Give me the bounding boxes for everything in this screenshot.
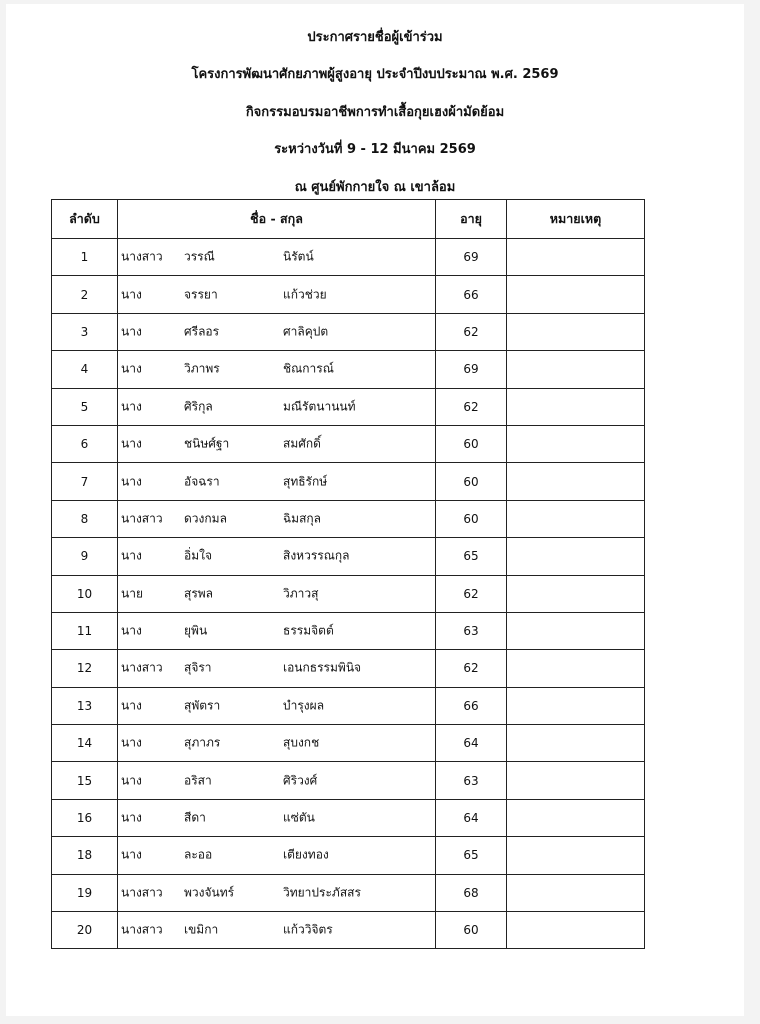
first-name: สีดา bbox=[184, 810, 206, 825]
cell-no: 6 bbox=[52, 425, 118, 462]
last-name: สิงหวรรณกุล bbox=[283, 548, 350, 563]
cell-no: 15 bbox=[52, 762, 118, 799]
last-name: นิรัตน์ bbox=[283, 249, 314, 264]
last-name: แซ่ตัน bbox=[283, 810, 315, 825]
table-row bbox=[52, 725, 645, 762]
cell-age: 60 bbox=[436, 500, 507, 537]
name-title: นางสาว bbox=[121, 660, 163, 675]
cell-no: 4 bbox=[52, 351, 118, 388]
table-row bbox=[52, 239, 645, 276]
name-title: นาง bbox=[121, 548, 142, 563]
cell-no: 5 bbox=[52, 388, 118, 425]
table-row bbox=[52, 687, 645, 724]
name-title: นาง bbox=[121, 324, 142, 339]
cell-age: 69 bbox=[436, 351, 507, 388]
cell-age: 62 bbox=[436, 650, 507, 687]
cell-name bbox=[118, 500, 436, 537]
cell-age: 69 bbox=[436, 239, 507, 276]
table-row bbox=[52, 912, 645, 949]
name-title: นางสาว bbox=[121, 885, 163, 900]
last-name: ฉิมสกุล bbox=[283, 511, 322, 526]
last-name: สุทธิรักษ์ bbox=[283, 474, 328, 489]
cell-name bbox=[118, 313, 436, 350]
name-title: นาง bbox=[121, 623, 142, 638]
cell-no: 18 bbox=[52, 837, 118, 874]
first-name: ชนิษศ์ฐา bbox=[184, 436, 230, 451]
table-row bbox=[52, 837, 645, 874]
column-header-name: ชื่อ - สกุล bbox=[118, 200, 436, 239]
first-name: สุพัตรา bbox=[184, 698, 221, 713]
table-row bbox=[52, 762, 645, 799]
cell-no: 10 bbox=[52, 575, 118, 612]
cell-age: 62 bbox=[436, 575, 507, 612]
cell-name bbox=[118, 762, 436, 799]
last-name: ธรรมจิตต์ bbox=[283, 623, 334, 638]
cell-no: 11 bbox=[52, 612, 118, 649]
last-name: บำรุงผล bbox=[283, 698, 325, 713]
name-title: นางสาว bbox=[121, 249, 163, 264]
first-name: เขมิกา bbox=[184, 922, 219, 937]
name-title: นาง bbox=[121, 773, 142, 788]
cell-name bbox=[118, 538, 436, 575]
cell-note bbox=[507, 799, 645, 836]
cell-no: 19 bbox=[52, 874, 118, 911]
cell-note bbox=[507, 239, 645, 276]
cell-name bbox=[118, 388, 436, 425]
cell-name bbox=[118, 463, 436, 500]
cell-note bbox=[507, 725, 645, 762]
cell-no: 9 bbox=[52, 538, 118, 575]
cell-no: 16 bbox=[52, 799, 118, 836]
cell-name bbox=[118, 799, 436, 836]
announcement-title: ประกาศรายชื่อผู้เข้าร่วม bbox=[307, 30, 443, 45]
last-name: แก้วช่วย bbox=[283, 287, 327, 302]
name-title: นางสาว bbox=[121, 511, 163, 526]
cell-note bbox=[507, 276, 645, 313]
cell-age: 65 bbox=[436, 837, 507, 874]
last-name: มณีรัตนานนท์ bbox=[283, 399, 356, 414]
table-row bbox=[52, 276, 645, 313]
cell-age: 65 bbox=[436, 538, 507, 575]
table-row bbox=[52, 799, 645, 836]
first-name: สุภาภร bbox=[184, 735, 221, 750]
last-name: วิทยาประภัสสร bbox=[283, 885, 361, 900]
name-title: นาง bbox=[121, 474, 142, 489]
last-name: สุบงกช bbox=[283, 735, 320, 750]
name-title: นาง bbox=[121, 436, 142, 451]
name-title: นาง bbox=[121, 810, 142, 825]
cell-name bbox=[118, 874, 436, 911]
cell-note bbox=[507, 463, 645, 500]
first-name: พวงจันทร์ bbox=[184, 885, 235, 900]
cell-age: 64 bbox=[436, 725, 507, 762]
cell-age: 63 bbox=[436, 612, 507, 649]
table-row bbox=[52, 425, 645, 462]
cell-age: 62 bbox=[436, 388, 507, 425]
venue: ณ ศูนย์พักกายใจ ณ เขาล้อม bbox=[294, 180, 456, 195]
column-header-age: อายุ bbox=[436, 200, 507, 239]
cell-name bbox=[118, 687, 436, 724]
table-row bbox=[52, 313, 645, 350]
cell-name bbox=[118, 239, 436, 276]
cell-note bbox=[507, 687, 645, 724]
table-row bbox=[52, 612, 645, 649]
first-name: ละออ bbox=[184, 847, 213, 862]
cell-age: 66 bbox=[436, 276, 507, 313]
cell-name bbox=[118, 912, 436, 949]
cell-name bbox=[118, 425, 436, 462]
table-row bbox=[52, 650, 645, 687]
last-name: สมศักดิ์ bbox=[283, 436, 321, 451]
last-name: แก้ววิจิตร bbox=[283, 922, 333, 937]
name-title: นาง bbox=[121, 287, 142, 302]
cell-note bbox=[507, 425, 645, 462]
cell-no: 3 bbox=[52, 313, 118, 350]
cell-age: 63 bbox=[436, 762, 507, 799]
table-header-row bbox=[52, 200, 645, 239]
column-header-note: หมายเหตุ bbox=[507, 200, 645, 239]
cell-age: 64 bbox=[436, 799, 507, 836]
cell-note bbox=[507, 575, 645, 612]
first-name: ยุพิน bbox=[184, 623, 208, 638]
name-title: นาง bbox=[121, 847, 142, 862]
cell-name bbox=[118, 612, 436, 649]
first-name: ศิริกุล bbox=[184, 399, 213, 414]
cell-age: 60 bbox=[436, 463, 507, 500]
name-title: นางสาว bbox=[121, 922, 163, 937]
name-title: นาง bbox=[121, 735, 142, 750]
cell-name bbox=[118, 575, 436, 612]
cell-no: 1 bbox=[52, 239, 118, 276]
cell-note bbox=[507, 500, 645, 537]
cell-note bbox=[507, 612, 645, 649]
last-name: ชิณการณ์ bbox=[283, 361, 334, 376]
table-row bbox=[52, 463, 645, 500]
last-name: ศิริวงศ์ bbox=[283, 773, 318, 788]
activity-title: กิจกรรมอบรมอาชีพการทำเสื้อกุยเฮงผ้ามัดย้อม bbox=[245, 105, 505, 120]
cell-age: 60 bbox=[436, 912, 507, 949]
first-name: วรรณี bbox=[184, 249, 215, 264]
first-name: จรรยา bbox=[184, 287, 218, 302]
first-name: สุจิรา bbox=[184, 660, 212, 675]
table-body bbox=[52, 239, 645, 949]
cell-note bbox=[507, 313, 645, 350]
name-title: นาย bbox=[121, 586, 143, 601]
last-name: เตียงทอง bbox=[283, 847, 329, 862]
cell-name bbox=[118, 276, 436, 313]
last-name: วิภาวสุ bbox=[283, 586, 319, 601]
cell-no: 20 bbox=[52, 912, 118, 949]
cell-no: 2 bbox=[52, 276, 118, 313]
cell-age: 68 bbox=[436, 874, 507, 911]
table-row bbox=[52, 575, 645, 612]
cell-note bbox=[507, 762, 645, 799]
first-name: ศรีลอร bbox=[184, 324, 220, 339]
document-page bbox=[6, 4, 744, 1016]
cell-note bbox=[507, 837, 645, 874]
cell-no: 13 bbox=[52, 687, 118, 724]
cell-name bbox=[118, 725, 436, 762]
cell-name bbox=[118, 351, 436, 388]
participant-table bbox=[51, 199, 645, 949]
table-row bbox=[52, 874, 645, 911]
cell-name bbox=[118, 650, 436, 687]
table-row bbox=[52, 500, 645, 537]
cell-note bbox=[507, 388, 645, 425]
cell-no: 8 bbox=[52, 500, 118, 537]
cell-note bbox=[507, 538, 645, 575]
first-name: อริสา bbox=[184, 773, 212, 788]
cell-note bbox=[507, 650, 645, 687]
first-name: อิ่มใจ bbox=[184, 548, 213, 563]
first-name: ดวงกมล bbox=[184, 511, 227, 526]
date-range: ระหว่างวันที่ 9 - 12 มีนาคม 2569 bbox=[274, 142, 476, 157]
first-name: อัจฉรา bbox=[184, 474, 220, 489]
cell-note bbox=[507, 351, 645, 388]
cell-age: 62 bbox=[436, 313, 507, 350]
project-title: โครงการพัฒนาศักยภาพผู้สูงอายุ ประจำปีงบประมาณ พ.ศ. 2569 bbox=[191, 67, 559, 82]
table-row bbox=[52, 351, 645, 388]
cell-note bbox=[507, 874, 645, 911]
first-name: สุรพล bbox=[184, 586, 214, 601]
cell-age: 66 bbox=[436, 687, 507, 724]
table-row bbox=[52, 538, 645, 575]
column-header-no: ลำดับ bbox=[52, 200, 118, 239]
name-title: นาง bbox=[121, 399, 142, 414]
table-row bbox=[52, 388, 645, 425]
name-title: นาง bbox=[121, 698, 142, 713]
last-name: เอนกธรรมพินิจ bbox=[283, 660, 362, 675]
cell-name bbox=[118, 837, 436, 874]
first-name: วิภาพร bbox=[184, 361, 220, 376]
cell-no: 12 bbox=[52, 650, 118, 687]
last-name: ศาลิคุปต bbox=[283, 324, 329, 339]
cell-no: 14 bbox=[52, 725, 118, 762]
name-title: นาง bbox=[121, 361, 142, 376]
cell-age: 60 bbox=[436, 425, 507, 462]
cell-no: 7 bbox=[52, 463, 118, 500]
cell-note bbox=[507, 912, 645, 949]
